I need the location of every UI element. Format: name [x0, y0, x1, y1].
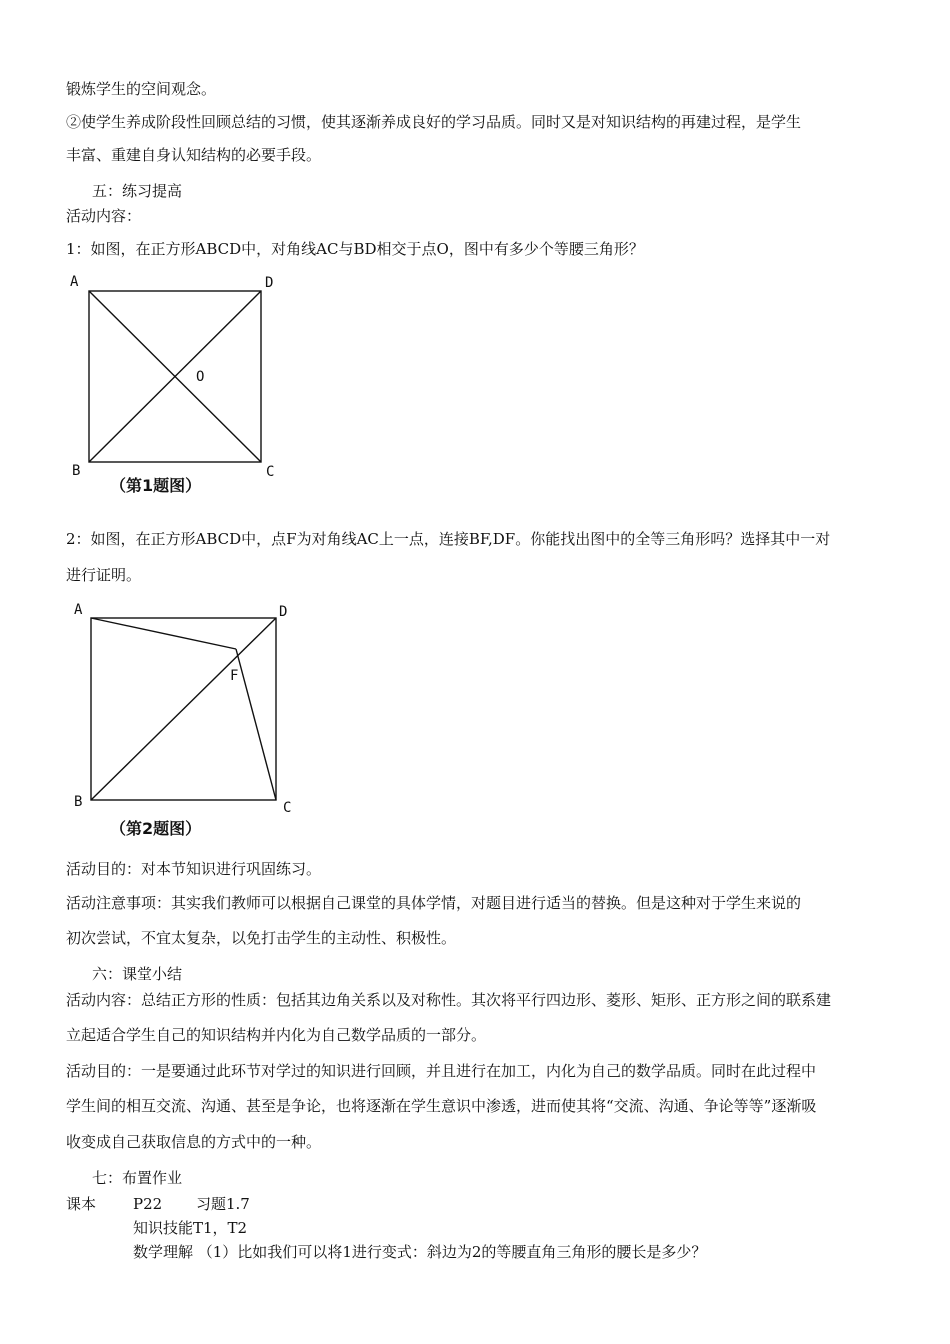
summary-purpose-text: 收变成自己获取信息的方式中的一种。 — [66, 1133, 322, 1151]
activity-label: 活动内容： — [66, 207, 142, 225]
figure-2-caption: （第2题图） — [110, 819, 202, 838]
label-f: F — [230, 668, 239, 684]
figure-2-square-diagram — [60, 596, 300, 846]
activity-notes-text: 初次尝试，不宜太复杂，以免打击学生的主动性、积极性。 — [66, 929, 457, 947]
paragraph-text: ②使学生养成阶段性回顾总结的习惯，使其逐渐养成良好的学习品质。同时又是对知识结构的再建过程，是学生 — [66, 113, 802, 131]
label-d: D — [265, 275, 274, 291]
figure-1-caption: （第1题图） — [110, 476, 202, 495]
problem-1-text: 1：如图，在正方形ABCD中，对角线AC与BD相交于点O，图中有多少个等腰三角形？ — [66, 240, 644, 258]
paragraph-text: 丰富、重建自身认知结构的必要手段。 — [66, 146, 322, 164]
section-heading: 七：布置作业 — [92, 1169, 183, 1187]
label-c: C — [283, 800, 292, 816]
homework-exercise: 习题1.7 — [196, 1195, 250, 1213]
label-o: O — [196, 369, 205, 385]
label-b: B — [72, 463, 81, 479]
label-c: C — [266, 464, 275, 480]
section-heading: 五：练习提高 — [92, 182, 183, 200]
homework-book: 课本 — [66, 1195, 97, 1213]
label-a: A — [74, 602, 83, 618]
homework-understanding: 数学理解 （1）比如我们可以将1进行变式：斜边为2的等腰直角三角形的腰长是多少？ — [133, 1243, 707, 1261]
problem-2-text: 2：如图，在正方形ABCD中，点F为对角线AC上一点，连接BF,DF。你能找出图中的全等三角形吗？选择其中一对 — [66, 530, 831, 548]
summary-purpose-text: 学生间的相互交流、沟通、甚至是争论，也将逐渐在学生意识中渗透，进而使其将“交流、沟通、争论等等”逐渐吸 — [66, 1097, 817, 1115]
summary-content-text: 立起适合学生自己的知识结构并内化为自己数学品质的一部分。 — [66, 1026, 487, 1044]
section-heading: 六：课堂小结 — [92, 965, 183, 983]
figure-1-square-diagram — [60, 270, 290, 500]
summary-purpose-text: 活动目的：一是要通过此环节对学过的知识进行回顾，并且进行在加工，内化为自己的数学品质。同时在此过程中 — [66, 1062, 817, 1080]
homework-skills: 知识技能T1，T2 — [133, 1219, 248, 1237]
activity-notes-text: 活动注意事项：其实我们教师可以根据自己课堂的具体学情，对题目进行适当的替换。但是这种对于学生来说的 — [66, 894, 802, 912]
label-b: B — [74, 794, 83, 810]
label-d: D — [279, 604, 288, 620]
activity-purpose-text: 活动目的：对本节知识进行巩固练习。 — [66, 860, 322, 878]
summary-content-text: 活动内容：总结正方形的性质：包括其边角关系以及对称性。其次将平行四边形、菱形、矩形、正方形之间的联系建 — [66, 991, 832, 1009]
paragraph-text: 锻炼学生的空间观念。 — [66, 80, 217, 98]
problem-2-text: 进行证明。 — [66, 566, 142, 584]
label-a: A — [70, 274, 79, 290]
homework-page: P22 — [133, 1195, 163, 1213]
